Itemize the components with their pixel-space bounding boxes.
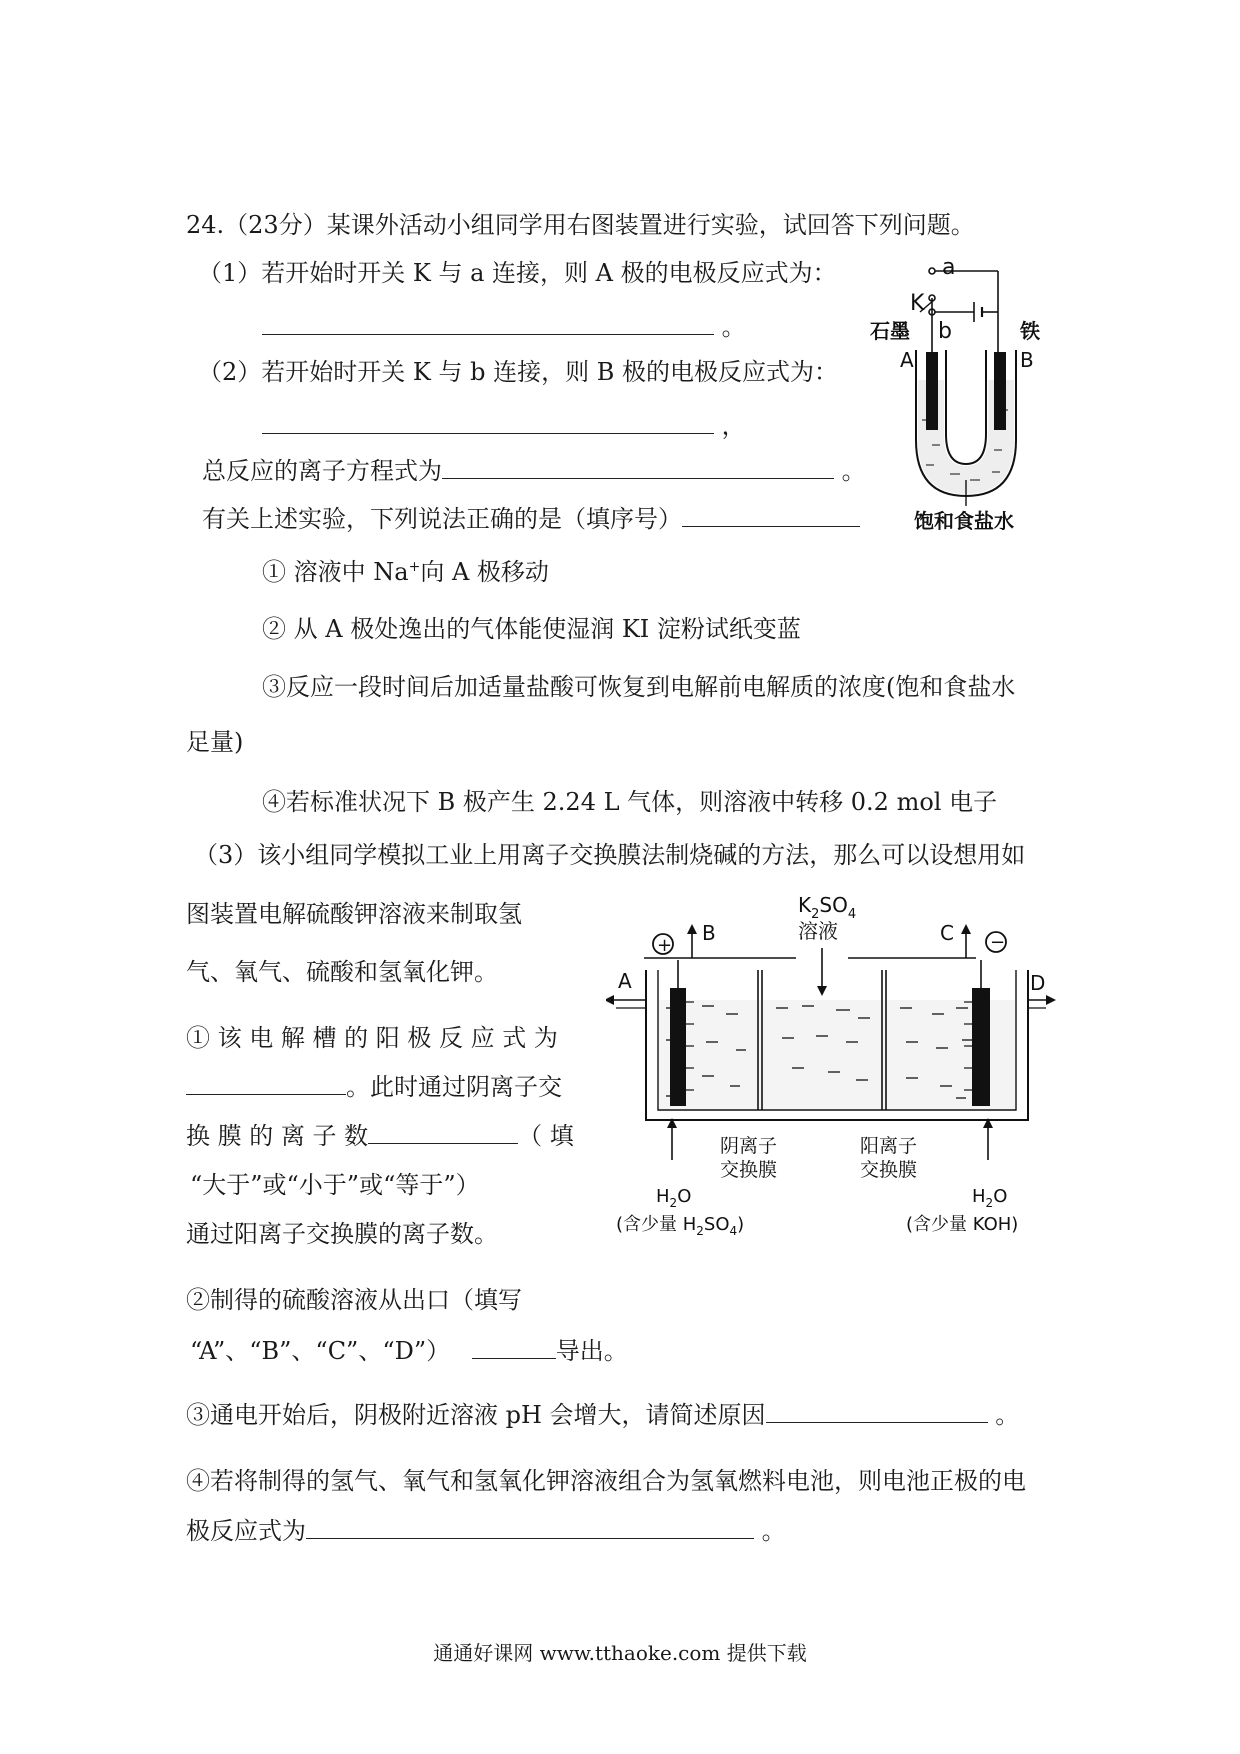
figure-membrane-electrolyzer <box>606 890 1056 1260</box>
anion-membrane-label-2: 交换膜 <box>720 1159 778 1181</box>
option-1: ① 溶液中 Na+向 A 极移动 <box>262 558 549 586</box>
electrode-b <box>994 352 1006 430</box>
outlet-b-label: B <box>702 921 716 945</box>
part3-intro-line1: （3）该小组同学模拟工业上用离子交换膜法制烧碱的方法，那么可以设想用如 <box>194 841 1026 869</box>
electrode-b-label: B <box>1020 348 1034 372</box>
graphite-label: 石墨 <box>870 319 910 343</box>
answer-blank[interactable] <box>186 1072 346 1095</box>
question-header: 24.（23分）某课外活动小组同学用右图装置进行实验，试回答下列问题。 <box>186 211 975 239</box>
right-inlet-note: (含少量 KOH) <box>906 1214 1019 1235</box>
right-inlet-water: $H_2O$ <box>972 1186 1008 1210</box>
part2-statement: 有关上述实验，下列说法正确的是（填序号） <box>202 504 860 534</box>
part3-q3: ③通电开始后，阴极附近溶液 pH 会增大，请简述原因 。 <box>186 1401 1020 1429</box>
part3-q1-line2: 。此时通过阴离子交 <box>186 1072 562 1102</box>
saturated-brine-label: 饱和食盐水 <box>914 509 1014 530</box>
outlet-a-label: A <box>618 969 632 993</box>
part2-prompt: （2）若开始时开关 K 与 b 连接，则 B 极的电极反应式为： <box>198 358 838 386</box>
answer-blank[interactable] <box>442 456 834 479</box>
part3-q2-line2: “A”、“B”、“C”、“D”） 导出。 <box>190 1337 628 1365</box>
left-inlet-water: $H_2O$ <box>656 1186 692 1210</box>
answer-blank[interactable] <box>368 1121 518 1144</box>
part1-answer-line: 。 <box>262 312 746 342</box>
cathode-sign: − <box>990 932 1006 953</box>
electrode-a <box>926 352 938 430</box>
outlet-c-label: C <box>940 921 954 945</box>
answer-blank[interactable] <box>682 504 860 527</box>
answer-blank[interactable] <box>766 1400 988 1423</box>
part3-q2-line1: ②制得的硫酸溶液从出口（填写 <box>186 1286 522 1314</box>
page-footer: 通通好课网 www.tthaoke.com 提供下载 <box>433 1641 807 1665</box>
figure-u-tube-electrolysis <box>870 250 1060 530</box>
feed-formula: $K_2SO_4$ <box>798 893 857 922</box>
option-4: ④若标准状况下 B 极产生 2.24 L 气体，则溶液中转移 0.2 mol 电子 <box>262 788 998 816</box>
contact-a-label: a <box>942 255 956 280</box>
part3-intro-line2: 图装置电解硫酸钾溶液来制取氢 <box>186 900 522 928</box>
contact-a-point <box>929 268 935 274</box>
cathode-plate <box>972 988 990 1106</box>
part2-answer-line: ， <box>262 411 746 441</box>
anode-sign: + <box>657 935 673 956</box>
option-2: ② 从 A 极处逸出的气体能使湿润 KI 淀粉试纸变蓝 <box>262 615 801 643</box>
cation-membrane-label-2: 交换膜 <box>860 1159 918 1181</box>
outlet-d-label: D <box>1030 971 1046 995</box>
part3-q1-line1: ① 该 电 解 槽 的 阳 极 反 应 式 为 <box>186 1024 558 1052</box>
option-3-line1: ③反应一段时间后加适量盐酸可恢复到电解前电解质的浓度(饱和食盐水 <box>262 673 1016 701</box>
iron-label: 铁 <box>1020 319 1040 343</box>
part3-q4-line1: ④若将制得的氢气、氧气和氢氧化钾溶液组合为氢氧燃料电池，则电池正极的电 <box>186 1467 1026 1495</box>
left-inlet-note: (含少量 $H_2SO_4$) <box>616 1214 745 1238</box>
anion-membrane-label-1: 阴离子 <box>720 1135 778 1157</box>
option-3-line2: 足量) <box>186 728 244 756</box>
switch-k-label: K <box>910 291 925 316</box>
answer-blank[interactable] <box>306 1516 754 1539</box>
part3-q1-line3: 换 膜 的 离 子 数 （ 填 <box>186 1122 574 1150</box>
part3-q1-line5: 通过阳离子交换膜的离子数。 <box>186 1220 498 1248</box>
electrode-a-label: A <box>900 348 914 372</box>
answer-blank[interactable] <box>472 1336 556 1359</box>
answer-blank[interactable] <box>262 411 714 434</box>
part3-q4-line2: 极反应式为 。 <box>186 1517 786 1545</box>
part3-q1-line4: “大于”或“小于”或“等于”） <box>190 1171 480 1199</box>
anode-plate <box>670 988 686 1106</box>
part2-total-equation: 总反应的离子方程式为 。 <box>202 457 866 485</box>
answer-blank[interactable] <box>262 312 714 335</box>
part1-prompt: （1）若开始时开关 K 与 a 连接，则 A 极的电极反应式为： <box>198 259 837 287</box>
cation-membrane-label-1: 阳离子 <box>860 1135 918 1157</box>
contact-b-label: b <box>938 319 952 344</box>
part3-intro-line3: 气、氧气、硫酸和氢氧化钾。 <box>186 958 498 986</box>
feed-solution-label: 溶液 <box>798 919 838 943</box>
